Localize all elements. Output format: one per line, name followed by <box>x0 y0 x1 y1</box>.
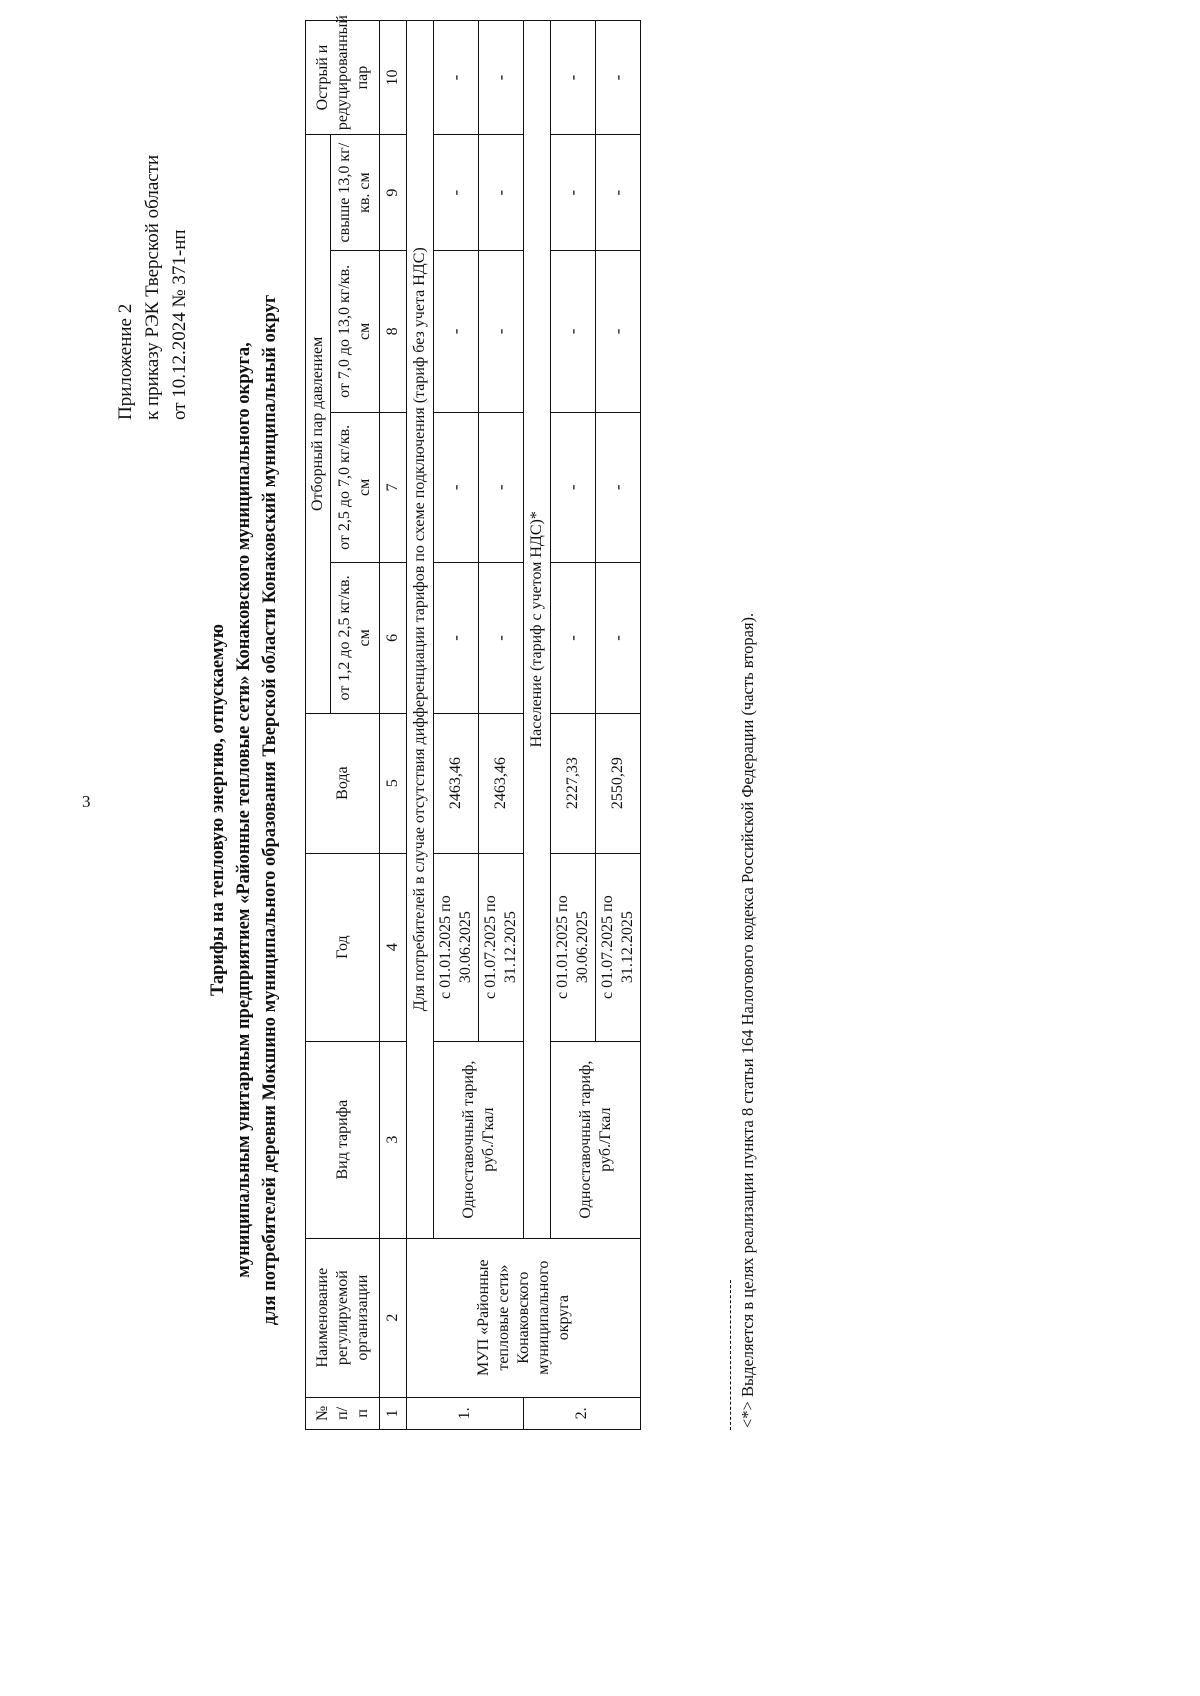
pressure-3-value: - <box>596 251 641 412</box>
title-line-1: Тарифы на тепловую энергию, отпускаемую <box>208 623 228 997</box>
col-number: 8 <box>380 251 407 412</box>
tariff-type: Одноставочный тариф, руб./Гкал <box>551 1041 641 1238</box>
col-number: 10 <box>380 21 407 135</box>
pressure-1-value: - <box>434 563 479 714</box>
header-steam-group: Отборный пар давлением <box>306 135 331 714</box>
header-sharp-steam: Острый и редуцированный пар <box>306 21 380 135</box>
organization-name: МУП «Районные тепловые сети» Конаковского муниципального округа <box>407 1238 641 1397</box>
col-number: 4 <box>380 853 407 1041</box>
table-row <box>434 21 479 1430</box>
sharp-steam-value: - <box>596 21 641 135</box>
pressure-3-value: - <box>551 251 596 412</box>
pressure-2-value: - <box>596 412 641 563</box>
col-number: 7 <box>380 412 407 563</box>
appendix-line-3: от 10.12.2024 № 371-нп <box>169 229 190 420</box>
sharp-steam-value: - <box>434 21 479 135</box>
footnote-separator <box>730 1280 731 1430</box>
rotated-landscape-content <box>102 15 852 1600</box>
row-number: 1. <box>407 1397 524 1429</box>
water-value: 2550,29 <box>596 713 641 853</box>
header-organization: Наименование регулируемой организации <box>306 1238 380 1397</box>
column-numbers-row <box>380 21 407 1430</box>
header-num: № п/ п <box>306 1397 380 1429</box>
col-number: 5 <box>380 713 407 853</box>
pressure-4-value: - <box>434 135 479 251</box>
appendix-line-2: к приказу РЭК Тверской области <box>142 154 163 420</box>
col-number: 3 <box>380 1041 407 1238</box>
footnote: <*> Выделяется в целях реализации пункта 8 статьи 164 Налогового кодекса Российской Федерации (часть вторая). <box>738 612 757 1428</box>
header-pressure-4: свыше 13,0 кг/кв. см <box>331 135 380 251</box>
pressure-1-value: - <box>596 563 641 714</box>
tariff-type: Одноставочный тариф, руб./Гкал <box>434 1041 524 1238</box>
period: с 01.07.2025 по 31.12.2025 <box>479 853 524 1041</box>
tariffs-table <box>305 15 641 1430</box>
period: с 01.01.2025 по 30.06.2025 <box>434 853 479 1041</box>
pressure-1-value: - <box>551 563 596 714</box>
water-value: 2227,33 <box>551 713 596 853</box>
document-title <box>205 20 283 1600</box>
header-year: Год <box>306 853 380 1041</box>
title-line-2: муниципальным унитарным предприятием «Районные тепловые сети» Конаковского муниципального округа, <box>234 342 254 1278</box>
header-water: Вода <box>306 713 380 853</box>
section-row-1 <box>407 21 434 1430</box>
section-row-2 <box>524 21 551 1430</box>
period: с 01.01.2025 по 30.06.2025 <box>551 853 596 1041</box>
pressure-2-value: - <box>479 412 524 563</box>
pressure-3-value: - <box>479 251 524 412</box>
header-pressure-1: от 1,2 до 2,5 кг/кв. см <box>331 563 380 714</box>
header-pressure-2: от 2,5 до 7,0 кг/кв. см <box>331 412 380 563</box>
sharp-steam-value: - <box>479 21 524 135</box>
header-tariff-type: Вид тарифа <box>306 1041 380 1238</box>
col-number: 1 <box>380 1397 407 1429</box>
appendix-line-1: Приложение 2 <box>115 303 136 420</box>
pressure-2-value: - <box>434 412 479 563</box>
title-line-3: для потребителей деревни Мокшино муниципального образования Тверской области Конаковский муниципальный округ <box>260 294 280 1326</box>
pressure-4-value: - <box>551 135 596 251</box>
appendix-header <box>112 20 193 420</box>
row-number: 2. <box>524 1397 641 1429</box>
pressure-4-value: - <box>596 135 641 251</box>
sharp-steam-value: - <box>551 21 596 135</box>
page-number: 3 <box>82 792 91 811</box>
pressure-4-value: - <box>479 135 524 251</box>
section-heading-with-vat: Население (тариф с учетом НДС)* <box>524 21 551 1239</box>
water-value: 2463,46 <box>479 713 524 853</box>
pressure-2-value: - <box>551 412 596 563</box>
col-number: 2 <box>380 1238 407 1397</box>
period: с 01.07.2025 по 31.12.2025 <box>596 853 641 1041</box>
water-value: 2463,46 <box>434 713 479 853</box>
pressure-3-value: - <box>434 251 479 412</box>
col-number: 9 <box>380 135 407 251</box>
header-pressure-3: от 7,0 до 13,0 кг/кв. см <box>331 251 380 412</box>
pressure-1-value: - <box>479 563 524 714</box>
col-number: 6 <box>380 563 407 714</box>
table-row <box>551 21 596 1430</box>
section-heading-without-vat: Для потребителей в случае отсутствия дифференциации тарифов по схеме подключения (тариф без учета НДС) <box>407 21 434 1239</box>
